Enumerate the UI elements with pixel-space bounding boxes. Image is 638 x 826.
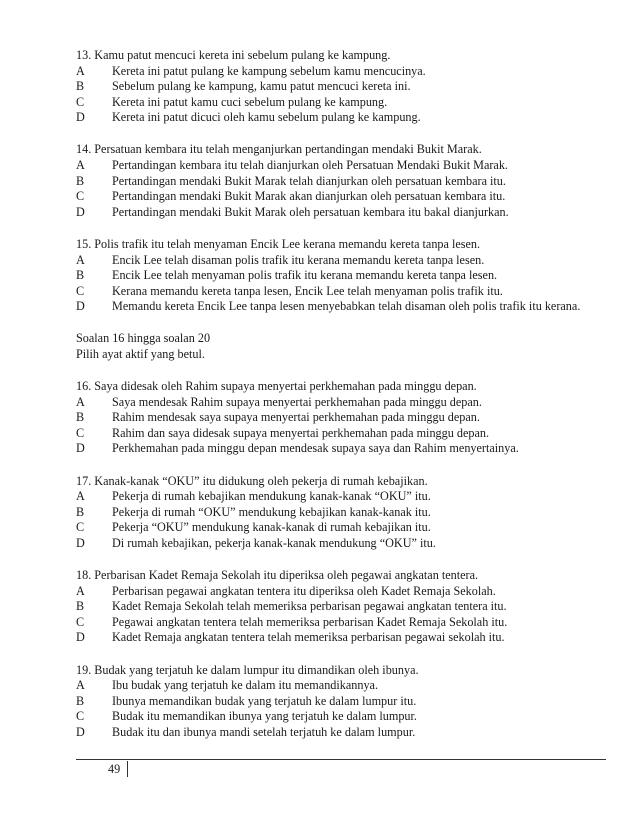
option-text: Budak itu memandikan ibunya yang terjatuh ke dalam lumpur. [112,709,417,724]
page-number: 49 [108,762,121,776]
question-14-option-d [76,205,616,221]
question-16-option-d [76,441,616,457]
option-text: Perkhemahan pada minggu depan mendesak supaya saya dan Rahim menyertainya. [112,441,519,456]
page-number-separator [127,761,128,777]
question-14-option-b [76,174,616,190]
option-letter: C [76,283,85,298]
option-letter: A [76,63,85,78]
question-16 [76,379,616,457]
question-15 [76,237,616,315]
option-text: Rahim dan saya didesak supaya menyertai perkhemahan pada minggu depan. [112,425,490,440]
question-19-stem: 19. Budak yang terjatuh ke dalam lumpur itu dimandikan oleh ibunya. [76,662,419,677]
question-14-option-c [76,189,616,205]
option-text: Saya mendesak Rahim supaya menyertai perkhemahan pada minggu depan. [112,394,482,409]
option-text: Kadet Remaja angkatan tentera telah memeriksa perbarisan pegawai sekolah itu. [112,630,505,645]
question-16-option-b [76,410,616,426]
option-letter: B [76,268,85,283]
option-letter: D [76,724,85,739]
option-text: Perbarisan pegawai angkatan tentera itu diperiksa oleh Kadet Remaja Sekolah. [112,583,496,598]
option-letter: C [76,189,85,204]
option-text: Rahim mendesak saya supaya menyertai perkhemahan pada minggu depan. [112,410,480,425]
option-text: Sebelum pulang ke kampung, kamu patut mencuci kereta ini. [112,79,411,94]
question-18-option-a [76,584,616,600]
question-19-option-b [76,694,616,710]
option-text: Encik Lee telah disaman polis trafik itu kerana memandu kereta tanpa lesen. [112,252,485,267]
question-17-option-d [76,536,616,552]
question-18-stem: 18. Perbarisan Kadet Remaja Sekolah itu diperiksa oleh pegawai angkatan tentera. [76,568,479,583]
instruction-range: Soalan 16 hingga soalan 20 [76,331,211,346]
question-13-option-c [76,95,616,111]
question-15-option-d [76,299,616,315]
question-15-option-b [76,268,616,284]
option-text: Kadet Remaja Sekolah telah memeriksa perbarisan pegawai angkatan tentera itu. [112,599,507,614]
question-17-stem: 17. Kanak-kanak “OKU” itu didukung oleh pekerja di rumah kebajikan. [76,473,428,488]
section-instruction [76,331,616,362]
question-17 [76,474,616,552]
question-18-option-b [76,599,616,615]
question-18-option-d [76,630,616,646]
question-13-option-d [76,110,616,126]
option-text: Encik Lee telah menyaman polis trafik itu kerana memandu kereta tanpa lesen. [112,268,498,283]
option-text: Pertandingan mendaki Bukit Marak oleh persatuan kembara itu bakal dianjurkan. [112,204,509,219]
option-letter: D [76,110,85,125]
question-13-option-b [76,79,616,95]
option-text: Kereta ini patut pulang ke kampung sebelum kamu mencucinya. [112,63,426,78]
question-19-option-d [76,725,616,741]
option-letter: C [76,94,85,109]
option-letter: C [76,709,85,724]
document-body [76,48,616,757]
option-letter: B [76,79,85,94]
question-14-stem: 14. Persatuan kembara itu telah menganjurkan pertandingan mendaki Bukit Marak. [76,142,482,157]
question-14 [76,142,616,220]
question-16-option-a [76,395,616,411]
question-15-option-c [76,284,616,300]
option-letter: B [76,410,85,425]
option-letter: A [76,158,85,173]
instruction-text: Pilih ayat aktif yang betul. [76,347,205,361]
option-text: Budak itu dan ibunya mandi setelah terjatuh ke dalam lumpur. [112,724,416,739]
option-text: Kerana memandu kereta tanpa lesen, Encik Lee telah menyaman polis trafik itu. [112,283,503,298]
question-19-option-c [76,709,616,725]
option-letter: A [76,394,85,409]
option-text: Kereta ini patut kamu cuci sebelum pulang ke kampung. [112,94,388,109]
option-letter: B [76,173,85,188]
option-letter: A [76,583,85,598]
option-text: Ibu budak yang terjatuh ke dalam itu memandikannya. [112,678,379,693]
option-letter: C [76,614,85,629]
option-text: Pekerja di rumah kebajikan mendukung kanak-kanak “OKU” itu. [112,489,431,504]
option-letter: D [76,299,85,314]
option-letter: B [76,599,85,614]
question-18-option-c [76,615,616,631]
option-letter: D [76,441,85,456]
question-13 [76,48,616,126]
option-text: Pertandingan mendaki Bukit Marak akan dianjurkan oleh persatuan kembara itu. [112,189,506,204]
question-19 [76,663,616,741]
question-17-option-b [76,505,616,521]
option-letter: D [76,535,85,550]
question-13-option-a [76,64,616,80]
question-15-option-a [76,253,616,269]
question-19-option-a [76,678,616,694]
option-letter: D [76,630,85,645]
option-letter: D [76,204,85,219]
option-text: Pertandingan mendaki Bukit Marak telah dianjurkan oleh persatuan kembara itu. [112,173,506,188]
question-14-option-a [76,158,616,174]
option-text: Pertandingan kembara itu telah dianjurkan oleh Persatuan Mendaki Bukit Marak. [112,158,508,173]
option-letter: A [76,489,85,504]
option-letter: C [76,425,85,440]
option-letter: A [76,252,85,267]
question-18 [76,568,616,646]
option-text: Ibunya memandikan budak yang terjatuh ke dalam lumpur itu. [112,693,417,708]
option-letter: C [76,520,85,535]
question-17-option-c [76,520,616,536]
option-text: Memandu kereta Encik Lee tanpa lesen menyebabkan telah disaman oleh polis trafik itu kerana. [112,299,581,314]
question-16-option-c [76,426,616,442]
option-text: Pekerja “OKU” mendukung kanak-kanak di rumah kebajikan itu. [112,520,431,535]
option-letter: A [76,678,85,693]
option-letter: B [76,504,85,519]
question-16-stem: 16. Saya didesak oleh Rahim supaya menyertai perkhemahan pada minggu depan. [76,379,477,394]
option-text: Di rumah kebajikan, pekerja kanak-kanak mendukung “OKU” itu. [112,535,436,550]
footer-divider [76,759,606,760]
option-text: Kereta ini patut dicuci oleh kamu sebelum pulang ke kampung. [112,110,421,125]
question-15-stem: 15. Polis trafik itu telah menyaman Encik Lee kerana memandu kereta tanpa lesen. [76,236,481,251]
option-letter: B [76,693,85,708]
question-17-option-a [76,489,616,505]
question-13-stem: 13. Kamu patut mencuci kereta ini sebelum pulang ke kampung. [76,48,391,62]
option-text: Pekerja di rumah “OKU” mendukung kebajikan kanak-kanak itu. [112,504,431,519]
option-text: Pegawai angkatan tentera telah memeriksa perbarisan Kadet Remaja Sekolah itu. [112,614,508,629]
